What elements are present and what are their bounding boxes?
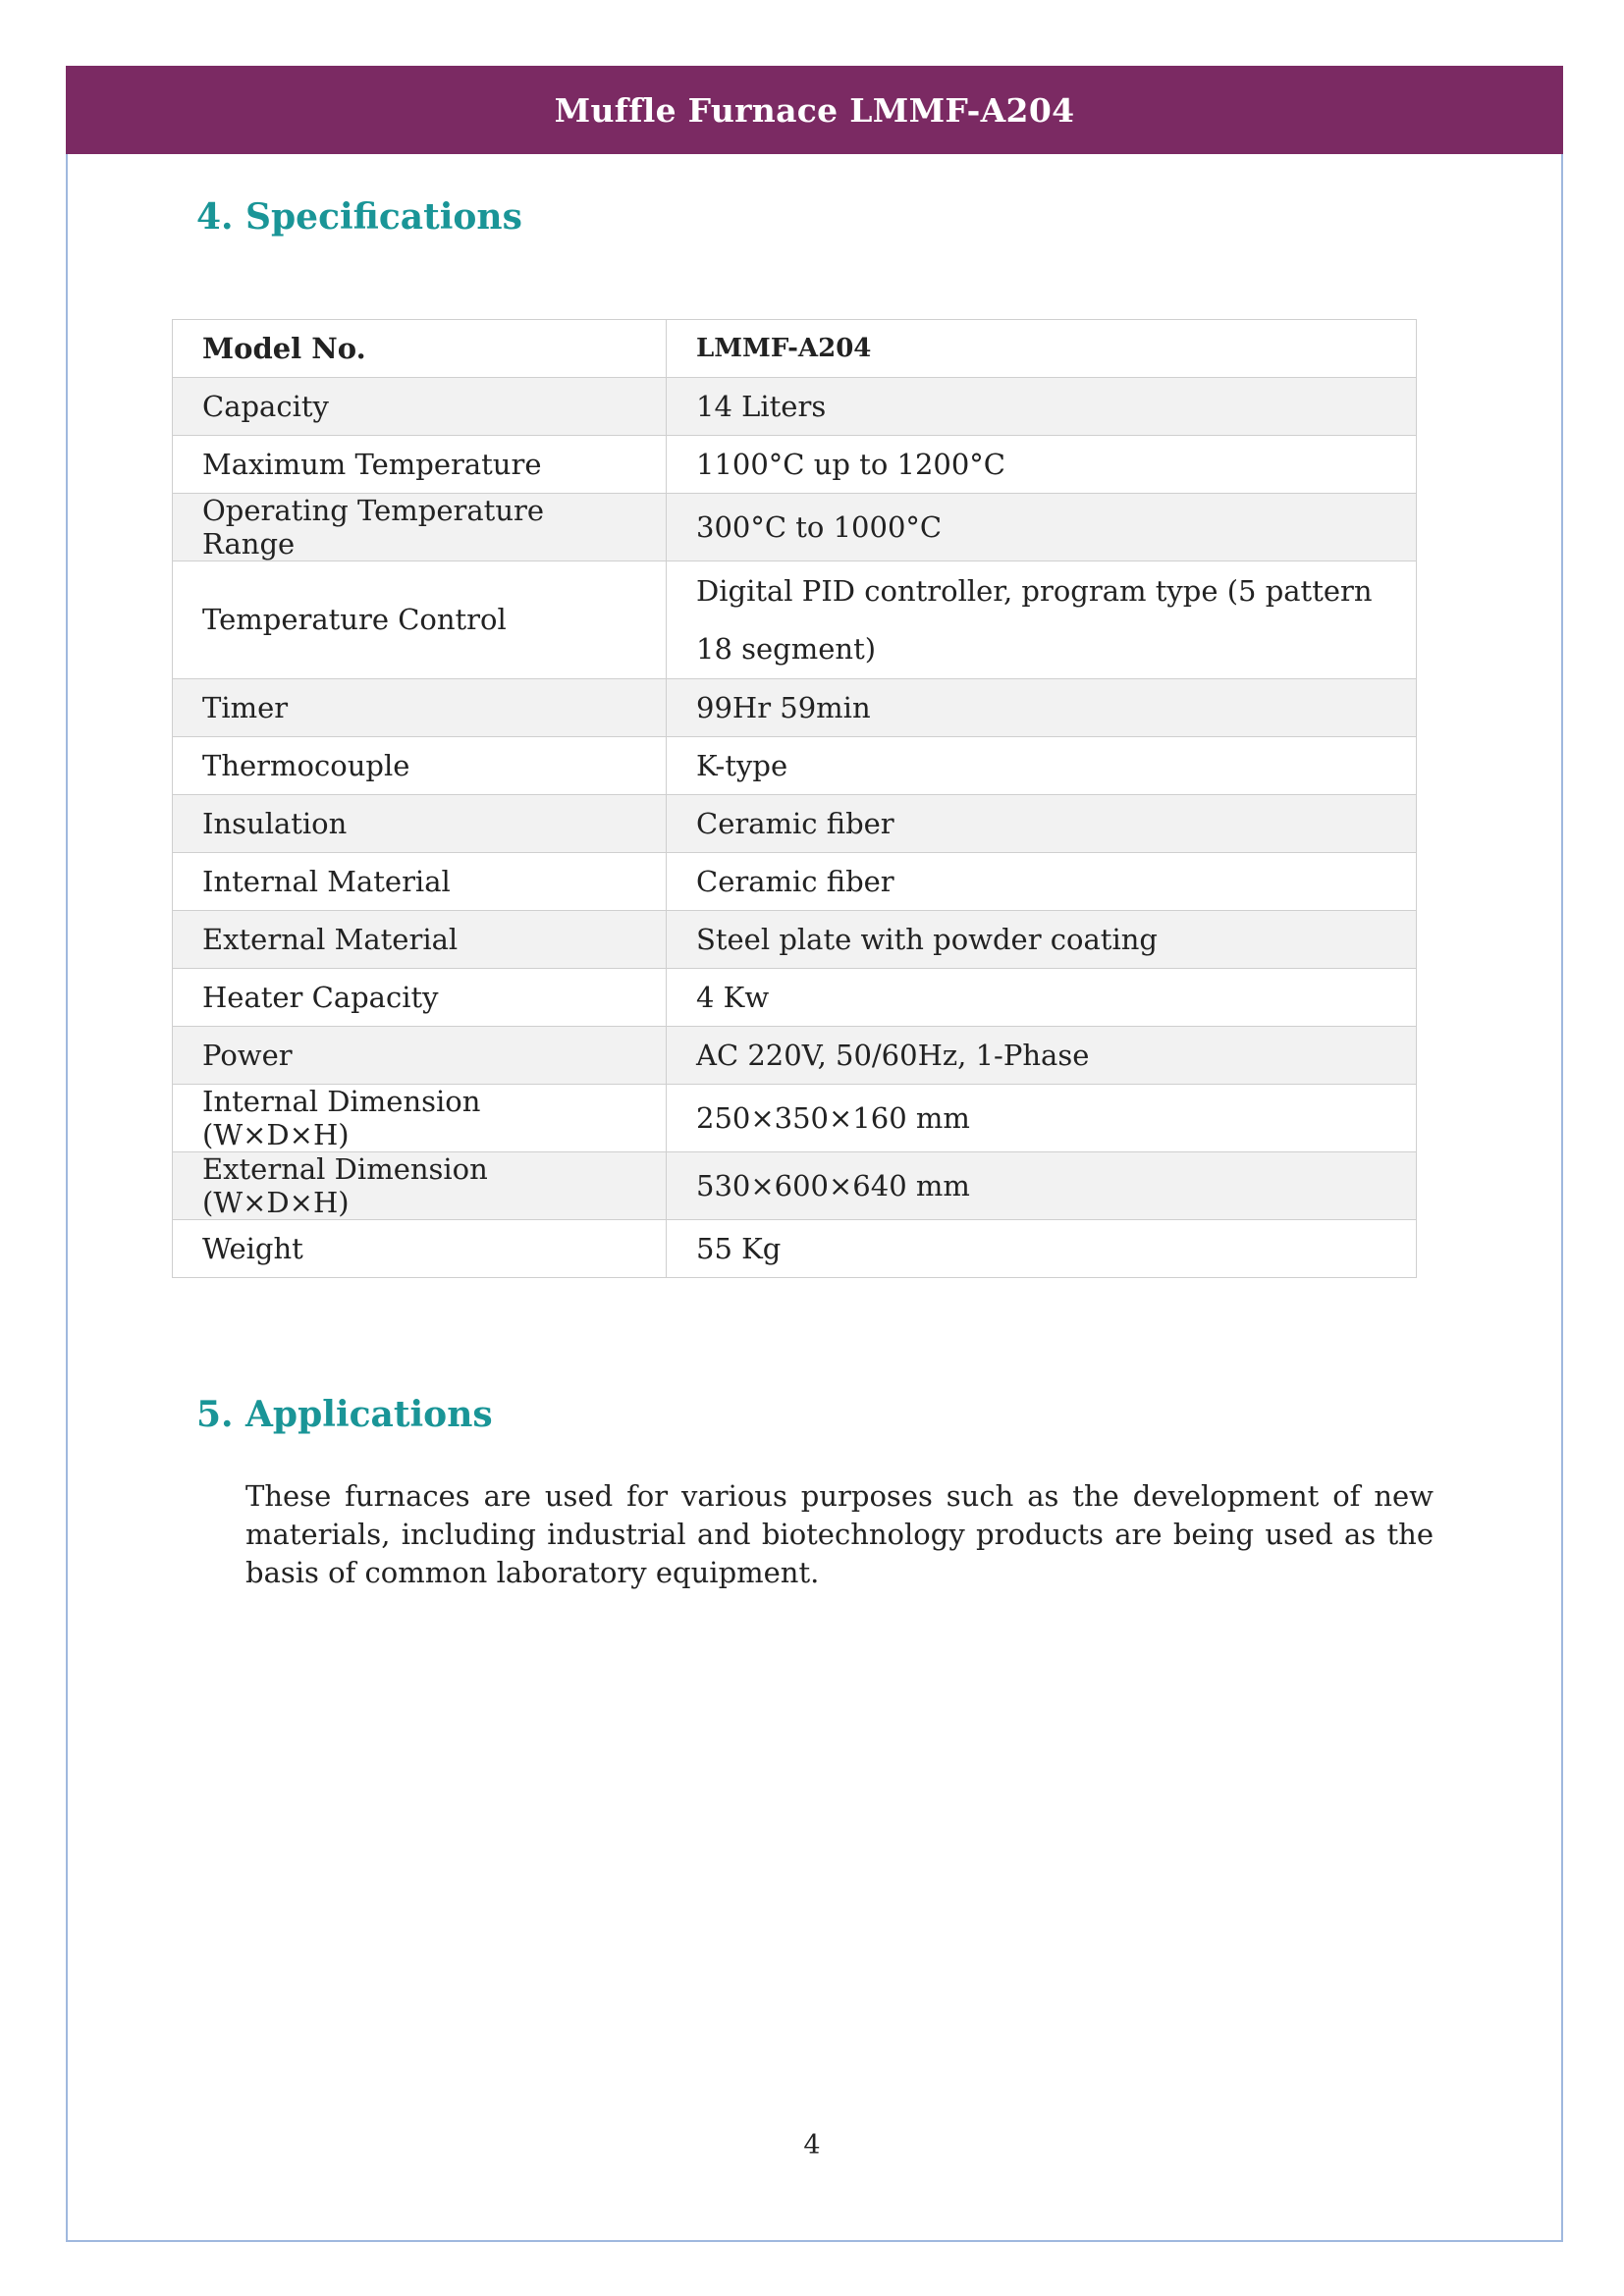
header-bar [66,66,1563,154]
spec-value: K-type [667,737,1417,795]
table-row [173,1220,1417,1278]
spec-label: Timer [173,679,667,737]
spec-value: 99Hr 59min [667,679,1417,737]
spec-label: Capacity [173,378,667,436]
spec-value: Ceramic fiber [667,795,1417,853]
spec-value: LMMF-A204 [667,320,1417,378]
section-number: 5. [196,1394,234,1435]
specifications-heading [196,196,522,238]
table-row [173,436,1417,494]
spec-value: 14 Liters [667,378,1417,436]
table-row [173,853,1417,911]
spec-label: Temperature Control [173,561,667,679]
spec-label: Power [173,1027,667,1085]
spec-value: 4 Kw [667,969,1417,1027]
spec-value: 530×600×640 mm [667,1152,1417,1220]
spec-value: AC 220V, 50/60Hz, 1-Phase [667,1027,1417,1085]
page-number: 4 [803,2130,821,2161]
table-row [173,1085,1417,1152]
section-title: Specifications [245,196,522,238]
spec-value: 1100°C up to 1200°C [667,436,1417,494]
table-row [173,679,1417,737]
spec-value: 300°C to 1000°C [667,494,1417,561]
table-row [173,378,1417,436]
spec-label: Thermocouple [173,737,667,795]
table-row [173,911,1417,969]
spec-value: Steel plate with powder coating [667,911,1417,969]
spec-label: Internal Material [173,853,667,911]
section-title: Applications [245,1394,493,1435]
spec-label: Heater Capacity [173,969,667,1027]
spec-label: Internal Dimension (W×D×H) [173,1085,667,1152]
table-row [173,320,1417,378]
spec-value: Digital PID controller, program type (5 pattern 18 segment) [667,561,1417,679]
spec-value: Ceramic fiber [667,853,1417,911]
table-row [173,969,1417,1027]
applications-heading [196,1394,493,1435]
section-number: 4. [196,196,234,238]
spec-label: Weight [173,1220,667,1278]
table-row [173,494,1417,561]
applications-paragraph: These furnaces are used for various purposes such as the development of new materials, including industrial and biotechnology products are being used as the basis of common laboratory equipment. [245,1479,1434,1589]
document-title: Muffle Furnace LMMF-A204 [554,90,1075,130]
spec-label: Maximum Temperature [173,436,667,494]
spec-label: Insulation [173,795,667,853]
specifications-table [172,319,1417,1278]
table-row [173,1027,1417,1085]
spec-label: External Dimension (W×D×H) [173,1152,667,1220]
table-row [173,795,1417,853]
spec-value: 55 Kg [667,1220,1417,1278]
table-row [173,1152,1417,1220]
spec-label: External Material [173,911,667,969]
spec-value: 250×350×160 mm [667,1085,1417,1152]
table-row [173,737,1417,795]
spec-label: Operating Temperature Range [173,494,667,561]
spec-label: Model No. [173,320,667,378]
table-row [173,561,1417,679]
